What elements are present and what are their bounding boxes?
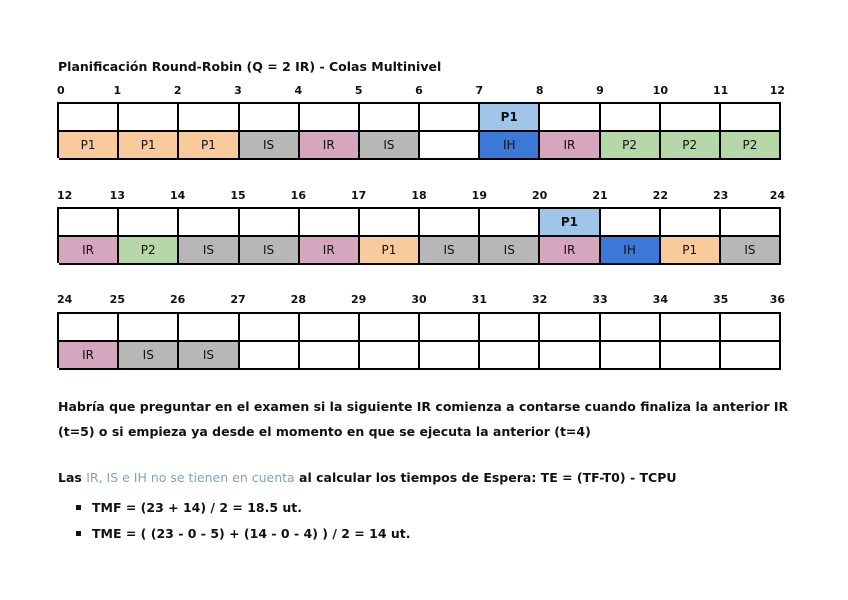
time-tick: 33 [592,293,608,306]
time-tick: 14 [170,189,186,202]
time-tick: 0 [57,84,65,97]
time-tick: 29 [351,293,367,306]
slot-is: IS [360,132,420,160]
slot-ih: IH [480,132,540,160]
slot-empty [601,342,661,370]
time-tick: 6 [415,84,423,97]
slot-ir: IR [540,132,600,160]
slot-ir: IR [300,132,360,160]
slot-empty [179,209,239,237]
time-tick: 21 [592,189,608,202]
slot-is: IS [179,237,239,265]
time-tick: 20 [532,189,548,202]
time-tick: 30 [411,293,427,306]
slot-empty [300,209,360,237]
slot-p1: P1 [480,104,540,132]
slot-p1: P1 [661,237,721,265]
slot-is: IS [480,237,540,265]
time-tick: 26 [170,293,186,306]
tmf-result: TMF = (23 + 14) / 2 = 18.5 ut. [92,500,303,515]
slot-empty [601,209,661,237]
slot-empty [240,342,300,370]
time-tick: 36 [769,293,785,306]
slot-empty [721,342,781,370]
time-tick: 28 [290,293,306,306]
results-list [76,495,411,547]
time-tick: 11 [713,84,729,97]
slot-empty [420,132,480,160]
slot-empty [179,314,239,342]
waiting-time-note [58,470,677,485]
slot-empty [360,314,420,342]
time-axis [57,84,783,98]
timeline-block-3 [57,293,785,362]
slot-empty [480,209,540,237]
slot-p1: P1 [360,237,420,265]
slot-p2: P2 [661,132,721,160]
slot-p1: P1 [59,132,119,160]
slot-empty [360,209,420,237]
slot-empty [661,104,721,132]
slot-empty [540,342,600,370]
slot-is: IS [119,342,179,370]
slot-empty [721,209,781,237]
time-tick: 7 [475,84,484,97]
slot-empty [661,314,721,342]
slot-empty [360,104,420,132]
slot-empty [300,342,360,370]
slot-empty [300,104,360,132]
slot-p1: P1 [179,132,239,160]
slot-is: IS [240,237,300,265]
time-tick: 22 [652,189,668,202]
time-tick: 10 [652,84,668,97]
time-tick: 3 [234,84,242,97]
time-tick: 16 [290,189,306,202]
time-tick: 9 [596,84,604,97]
time-tick: 12 [57,189,73,202]
slot-p1: P1 [540,209,600,237]
slot-ir: IR [59,342,119,370]
time-tick: 8 [535,84,544,97]
slot-ir: IR [59,237,119,265]
note-prefix: Las [58,470,87,485]
slot-empty [601,314,661,342]
slot-is: IS [240,132,300,160]
timeline-block-2 [57,189,785,257]
slot-p2: P2 [721,132,781,160]
time-tick: 31 [471,293,487,306]
slot-empty [59,209,119,237]
slot-empty [661,342,721,370]
slot-empty [240,104,300,132]
time-tick: 24 [769,189,785,202]
time-tick: 32 [532,293,548,306]
slot-is: IS [420,237,480,265]
schedule-grid [57,102,781,158]
slot-empty [661,209,721,237]
slot-empty [420,104,480,132]
slot-empty [179,104,239,132]
page-title: Planificación Round-Robin (Q = 2 IR) - Colas Multinivel [58,59,442,74]
slot-p1: P1 [119,132,179,160]
slot-p2: P2 [119,237,179,265]
slot-ir: IR [540,237,600,265]
time-tick: 25 [109,293,125,306]
time-tick: 1 [113,84,122,97]
slot-empty [480,342,540,370]
slot-empty [721,104,781,132]
slot-is: IS [179,342,239,370]
slot-empty [420,342,480,370]
list-item [76,521,411,547]
note-highlight: IR, IS e IH no se tienen en cuenta [86,470,295,485]
time-tick: 34 [652,293,668,306]
time-tick: 19 [471,189,487,202]
slot-p2: P2 [601,132,661,160]
square-bullet-icon [76,531,81,536]
time-tick: 2 [173,84,182,97]
time-tick: 23 [713,189,729,202]
question-paragraph: Habría que preguntar en el examen si la siguiente IR comienza a contarse cuando finaliza la anterior IR (t=5) o si empieza ya desde el momento en que se ejecuta la anterior (t=4) [58,399,789,439]
slot-empty [59,314,119,342]
square-bullet-icon [76,505,81,510]
slot-empty [360,342,420,370]
time-tick: 4 [294,84,303,97]
time-tick: 24 [57,293,73,306]
time-tick: 17 [351,189,367,202]
slot-ir: IR [300,237,360,265]
slot-is: IS [721,237,781,265]
slot-empty [601,104,661,132]
slot-empty [240,209,300,237]
timeline-block-1 [57,84,785,152]
slot-empty [721,314,781,342]
slot-empty [420,209,480,237]
slot-empty [59,104,119,132]
note-suffix: al calcular los tiempos de Espera: TE = (TF-T0) - TCPU [294,470,677,485]
time-tick: 35 [713,293,729,306]
schedule-grid [57,207,781,263]
slot-empty [420,314,480,342]
time-tick: 12 [769,84,785,97]
tme-result: TME = ( (23 - 0 - 5) + (14 - 0 - 4) ) / 2 = 14 ut. [92,526,411,541]
slot-empty [119,209,179,237]
list-item [76,495,411,521]
time-tick: 5 [354,84,363,97]
slot-empty [119,104,179,132]
slot-empty [240,314,300,342]
time-axis [57,293,783,307]
slot-ih: IH [601,237,661,265]
time-tick: 13 [109,189,125,202]
schedule-grid [57,312,781,368]
time-tick: 27 [230,293,246,306]
slot-empty [480,314,540,342]
slot-empty [540,104,600,132]
time-axis [57,189,783,203]
slot-empty [540,314,600,342]
time-tick: 18 [411,189,427,202]
slot-empty [300,314,360,342]
time-tick: 15 [230,189,246,202]
slot-empty [119,314,179,342]
